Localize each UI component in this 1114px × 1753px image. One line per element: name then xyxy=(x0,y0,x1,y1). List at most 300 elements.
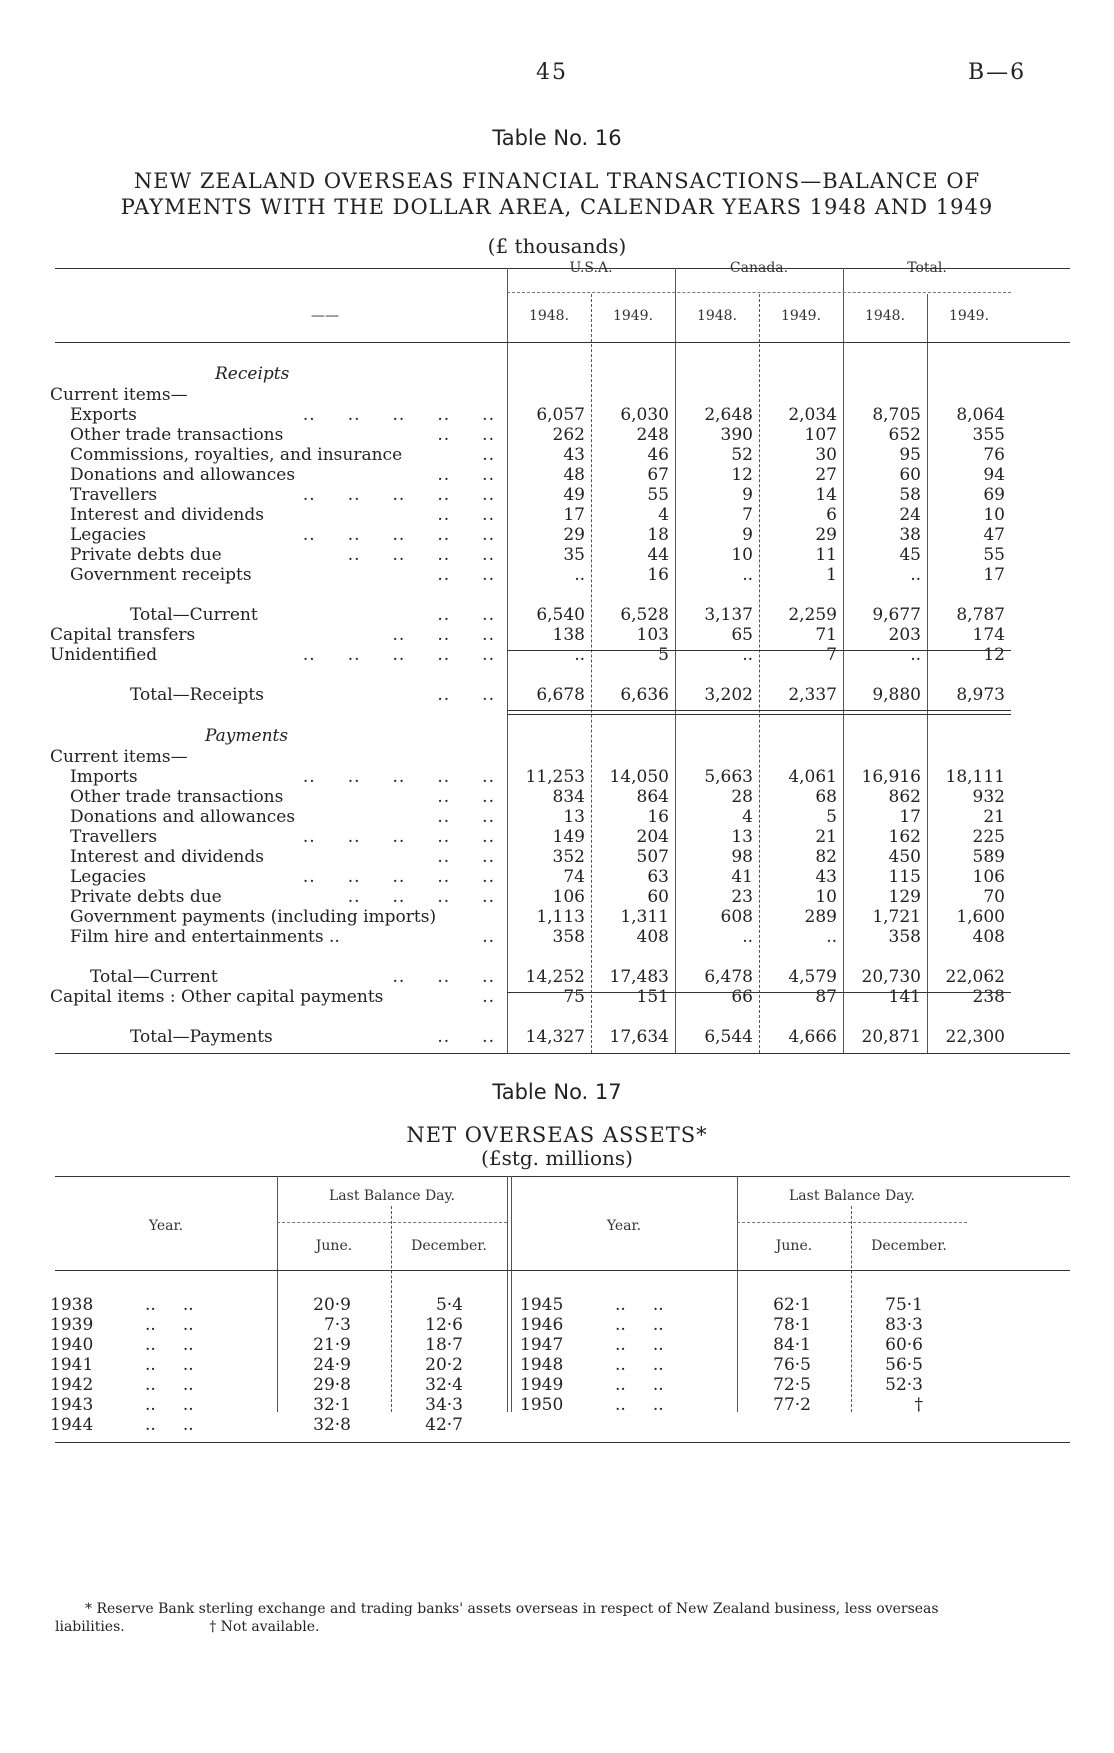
footnote-line2: liabilities. xyxy=(55,1619,125,1635)
year-cell: 1938 xyxy=(50,1295,94,1315)
row-leader-dots: .. .. .. .. .. xyxy=(302,767,495,787)
cell-value: 408 xyxy=(972,927,1005,947)
cell-value: 41 xyxy=(731,867,753,887)
table17-row xyxy=(55,1374,1070,1396)
cell-value: 43 xyxy=(563,445,585,465)
cell-value: .. xyxy=(910,565,921,585)
row-label: Travellers xyxy=(70,485,158,505)
cell-value: 14 xyxy=(815,485,837,505)
year-cell: 1945 xyxy=(520,1295,564,1315)
cell-value: 10 xyxy=(983,505,1005,525)
cell-value: 43 xyxy=(815,867,837,887)
table16-row xyxy=(50,644,1070,666)
table16-row xyxy=(55,424,1070,446)
row-leader-dots: .. .. .. .. xyxy=(347,887,495,907)
table17-row xyxy=(55,1314,1070,1336)
cell-value: 8,705 xyxy=(872,405,921,425)
cell-value: 3,202 xyxy=(704,685,753,705)
cell-value: 2,648 xyxy=(704,405,753,425)
table17-bottom-rule xyxy=(55,1442,1070,1443)
december-value: 34·3 xyxy=(425,1395,463,1415)
cell-value: 262 xyxy=(552,425,585,445)
table16-stub-header: —— xyxy=(311,308,339,324)
cell-value: 138 xyxy=(552,625,585,645)
row-leader-dots: .. .. xyxy=(437,685,495,705)
cell-value: 82 xyxy=(815,847,837,867)
cell-value: 60 xyxy=(899,465,921,485)
row-leader-dots: .. .. xyxy=(145,1355,194,1375)
december-value: 56·5 xyxy=(885,1355,923,1375)
june-value: 78·1 xyxy=(773,1315,811,1335)
row-leader-dots: .. .. xyxy=(145,1315,194,1335)
row-leader-dots: .. .. xyxy=(437,605,495,625)
cell-value: 76 xyxy=(983,445,1005,465)
cell-value: 20,871 xyxy=(861,1027,921,1047)
cell-value: 1 xyxy=(826,565,837,585)
row-leader-dots: .. .. .. .. .. xyxy=(302,867,495,887)
cell-value: .. xyxy=(826,927,837,947)
june-value: 29·8 xyxy=(313,1375,351,1395)
total-rule xyxy=(507,710,1011,711)
cell-value: .. xyxy=(574,565,585,585)
table16-row xyxy=(55,886,1070,908)
year-header-right: Year. xyxy=(606,1218,642,1234)
year-cell: 1950 xyxy=(520,1395,564,1415)
row-label: Private debts due xyxy=(70,545,222,565)
row-label: Unidentified xyxy=(50,645,158,665)
cell-value: 11,253 xyxy=(525,767,585,787)
cell-value: 21 xyxy=(983,807,1005,827)
row-leader-dots: .. .. .. xyxy=(392,625,495,645)
december-value: 32·4 xyxy=(425,1375,463,1395)
cell-value: 932 xyxy=(972,787,1005,807)
cell-value: 49 xyxy=(563,485,585,505)
cell-value: 4 xyxy=(742,807,753,827)
cell-value: 74 xyxy=(563,867,585,887)
cell-value: 17,483 xyxy=(609,967,669,987)
table16-row xyxy=(55,826,1070,848)
year-cell: 1947 xyxy=(520,1335,564,1355)
cell-value: 12 xyxy=(731,465,753,485)
row-leader-dots: .. .. .. .. .. xyxy=(302,405,495,425)
year-header: 1948. xyxy=(864,308,906,324)
group-header-usa: U.S.A. xyxy=(569,260,613,276)
cell-value: 141 xyxy=(888,987,921,1007)
table16-bottom-rule xyxy=(55,1053,1070,1054)
row-leader-dots: .. .. xyxy=(437,465,495,485)
cell-value: 44 xyxy=(647,545,669,565)
row-leader-dots: .. .. xyxy=(145,1295,194,1315)
row-label: Other trade transactions xyxy=(70,425,284,445)
row-leader-dots: .. .. xyxy=(437,425,495,445)
cell-value: 174 xyxy=(972,625,1005,645)
cell-value: 18 xyxy=(647,525,669,545)
year-cell: 1939 xyxy=(50,1315,94,1335)
cell-value: 103 xyxy=(636,625,669,645)
cell-value: 29 xyxy=(563,525,585,545)
cell-value: 17 xyxy=(983,565,1005,585)
cell-value: 834 xyxy=(552,787,585,807)
table16-row xyxy=(50,624,1070,646)
row-leader-dots: .. .. .. .. .. xyxy=(302,525,495,545)
june-value: 24·9 xyxy=(313,1355,351,1375)
cell-value: 11 xyxy=(815,545,837,565)
page-number: 45 xyxy=(536,60,568,85)
cell-value: 6,540 xyxy=(536,605,585,625)
year-header: 1949. xyxy=(612,308,654,324)
row-leader-dots: .. .. xyxy=(615,1375,664,1395)
cell-value: 7 xyxy=(742,505,753,525)
cell-value: 16 xyxy=(647,807,669,827)
june-value: 7·3 xyxy=(323,1315,351,1335)
june-value: 77·2 xyxy=(773,1395,811,1415)
footnote-dagger: † Not available. xyxy=(209,1619,320,1635)
row-leader-dots: .. .. .. .. .. xyxy=(302,827,495,847)
year-cell: 1949 xyxy=(520,1375,564,1395)
cell-value: 1,311 xyxy=(620,907,669,927)
row-label: Capital transfers xyxy=(50,625,196,645)
december-value: 75·1 xyxy=(885,1295,923,1315)
year-cell: 1944 xyxy=(50,1415,94,1435)
year-header-left: Year. xyxy=(148,1218,184,1234)
cell-value: 66 xyxy=(731,987,753,1007)
june-value: 72·5 xyxy=(773,1375,811,1395)
table17-header-rule xyxy=(55,1270,1070,1271)
table16-header-rule xyxy=(55,342,1070,343)
december-value: 18·7 xyxy=(425,1335,463,1355)
cell-value: 94 xyxy=(983,465,1005,485)
cell-value: 149 xyxy=(552,827,585,847)
table16-title-line1: NEW ZEALAND OVERSEAS FINANCIAL TRANSACTIONS—BALANCE OF xyxy=(133,169,981,193)
cell-value: 13 xyxy=(563,807,585,827)
table16-row xyxy=(55,966,1070,988)
table16-row xyxy=(55,504,1070,526)
cell-value: 9 xyxy=(742,485,753,505)
cell-value: 10 xyxy=(815,887,837,907)
row-label: Donations and allowances xyxy=(70,807,296,827)
cell-value: 3,137 xyxy=(704,605,753,625)
june-value: 62·1 xyxy=(773,1295,811,1315)
cell-value: 38 xyxy=(899,525,921,545)
document-reference: B—6 xyxy=(968,60,1027,85)
cell-value: 67 xyxy=(647,465,669,485)
cell-value: 4 xyxy=(658,505,669,525)
last-balance-day-left: Last Balance Day. xyxy=(328,1188,456,1204)
cell-value: 46 xyxy=(647,445,669,465)
cell-value: 10 xyxy=(731,545,753,565)
cell-value: 4,061 xyxy=(788,767,837,787)
cell-value: 14,327 xyxy=(525,1027,585,1047)
cell-value: 17,634 xyxy=(609,1027,669,1047)
row-leader-dots: .. .. xyxy=(615,1315,664,1335)
cell-value: 65 xyxy=(731,625,753,645)
row-leader-dots: .. .. xyxy=(145,1395,194,1415)
cell-value: 2,337 xyxy=(788,685,837,705)
cell-value: 8,064 xyxy=(956,405,1005,425)
row-label: Total—Payments xyxy=(130,1027,273,1047)
year-cell: 1941 xyxy=(50,1355,94,1375)
table17-row xyxy=(50,1414,1070,1436)
cell-value: 4,666 xyxy=(788,1027,837,1047)
table17-units: (£stg. millions) xyxy=(481,1146,633,1170)
cell-value: 21 xyxy=(815,827,837,847)
cell-value: 862 xyxy=(888,787,921,807)
row-label: Government receipts xyxy=(70,565,252,585)
table17-top-rule xyxy=(55,1176,1070,1177)
cell-value: 115 xyxy=(888,867,921,887)
row-leader-dots: .. .. xyxy=(615,1335,664,1355)
table17-group-rule xyxy=(737,1222,967,1223)
row-leader-dots: .. .. xyxy=(437,807,495,827)
cell-value: 106 xyxy=(972,867,1005,887)
row-leader-dots: .. .. .. .. .. xyxy=(302,645,495,665)
table16-row xyxy=(55,866,1070,888)
cell-value: 2,034 xyxy=(788,405,837,425)
cell-value: 75 xyxy=(563,987,585,1007)
cell-value: 69 xyxy=(983,485,1005,505)
cell-value: 151 xyxy=(636,987,669,1007)
row-leader-dots: .. .. .. .. .. xyxy=(302,485,495,505)
table16-row xyxy=(50,986,1070,1008)
table16-row xyxy=(50,746,1070,768)
table16-row xyxy=(55,684,1070,706)
table16-units: (£ thousands) xyxy=(487,234,627,258)
year-header: 1949. xyxy=(948,308,990,324)
cell-value: 16 xyxy=(647,565,669,585)
row-leader-dots: .. .. xyxy=(437,847,495,867)
cell-value: 450 xyxy=(888,847,921,867)
footnote-line2-container xyxy=(55,1618,1065,1636)
cell-value: 8,973 xyxy=(956,685,1005,705)
cell-value: 20,730 xyxy=(861,967,921,987)
cell-value: 203 xyxy=(888,625,921,645)
table16-row xyxy=(55,464,1070,486)
table16-row xyxy=(55,544,1070,566)
row-label: Interest and dividends xyxy=(70,505,264,525)
table16-group-rule xyxy=(507,292,1011,293)
row-label: Imports xyxy=(70,767,138,787)
table17-row xyxy=(55,1394,1070,1416)
table16-row xyxy=(55,766,1070,788)
june-header-left: June. xyxy=(315,1238,353,1254)
cell-value: 35 xyxy=(563,545,585,565)
cell-value: 12 xyxy=(983,645,1005,665)
june-value: 20·9 xyxy=(313,1295,351,1315)
row-label: Donations and allowances xyxy=(70,465,296,485)
table17-footnote xyxy=(55,1600,1065,1636)
cell-value: 5,663 xyxy=(704,767,753,787)
cell-value: 55 xyxy=(983,545,1005,565)
row-leader-dots: .. .. .. .. xyxy=(347,545,495,565)
cell-value: 16,916 xyxy=(861,767,921,787)
cell-value: 352 xyxy=(552,847,585,867)
cell-value: .. xyxy=(574,645,585,665)
cell-value: 60 xyxy=(647,887,669,907)
table16-number: Table No. 16 xyxy=(492,126,622,150)
group-header-canada: Canada. xyxy=(729,260,789,276)
june-header-right: June. xyxy=(775,1238,813,1254)
cell-value: 129 xyxy=(888,887,921,907)
table17-row xyxy=(55,1354,1070,1376)
cell-value: 87 xyxy=(815,987,837,1007)
june-value: 32·1 xyxy=(313,1395,351,1415)
year-cell: 1943 xyxy=(50,1395,94,1415)
row-leader-dots: .. .. xyxy=(145,1415,194,1435)
row-leader-dots: .. .. xyxy=(437,787,495,807)
row-label: Current items— xyxy=(50,747,188,767)
cell-value: 6,030 xyxy=(620,405,669,425)
cell-value: 358 xyxy=(888,927,921,947)
row-label: Government payments (including imports) xyxy=(70,907,437,927)
cell-value: 1,113 xyxy=(536,907,585,927)
cell-value: 55 xyxy=(647,485,669,505)
footnote-line1: * Reserve Bank sterling exchange and trading banks' assets overseas in respect of New Zealand business, less overseas xyxy=(85,1601,939,1617)
cell-value: 63 xyxy=(647,867,669,887)
table17-number: Table No. 17 xyxy=(492,1080,622,1104)
cell-value: 23 xyxy=(731,887,753,907)
row-leader-dots: .. .. xyxy=(437,505,495,525)
cell-value: 47 xyxy=(983,525,1005,545)
cell-value: 6,057 xyxy=(536,405,585,425)
cell-value: 28 xyxy=(731,787,753,807)
cell-value: 408 xyxy=(636,927,669,947)
cell-value: 70 xyxy=(983,887,1005,907)
subtotal-rule xyxy=(507,650,1011,651)
year-header: 1948. xyxy=(528,308,570,324)
subtotal-rule xyxy=(507,992,1011,993)
cell-value: 9,677 xyxy=(872,605,921,625)
cell-value: 4,579 xyxy=(788,967,837,987)
group-header-total: Total. xyxy=(907,260,947,276)
cell-value: 71 xyxy=(815,625,837,645)
row-leader-dots: .. xyxy=(482,445,495,465)
cell-value: 5 xyxy=(826,807,837,827)
cell-value: 652 xyxy=(888,425,921,445)
row-label: Interest and dividends xyxy=(70,847,264,867)
cell-value: 14,050 xyxy=(609,767,669,787)
table16-row xyxy=(55,926,1070,948)
row-label: Legacies xyxy=(70,867,147,887)
cell-value: 9,880 xyxy=(872,685,921,705)
cell-value: 589 xyxy=(972,847,1005,867)
table16-row xyxy=(55,604,1070,626)
cell-value: 8,787 xyxy=(956,605,1005,625)
cell-value: .. xyxy=(742,565,753,585)
cell-value: 6,478 xyxy=(704,967,753,987)
row-leader-dots: .. xyxy=(482,927,495,947)
row-leader-dots: .. .. xyxy=(145,1375,194,1395)
cell-value: .. xyxy=(742,927,753,947)
table16-row xyxy=(55,1026,1070,1048)
december-value: 52·3 xyxy=(885,1375,923,1395)
cell-value: 6,678 xyxy=(536,685,585,705)
row-leader-dots: .. .. xyxy=(615,1395,664,1415)
payments-heading: Payments xyxy=(205,726,289,746)
cell-value: 95 xyxy=(899,445,921,465)
june-value: 32·8 xyxy=(313,1415,351,1435)
june-value: 21·9 xyxy=(313,1335,351,1355)
table17-row xyxy=(55,1294,1070,1316)
row-label: Exports xyxy=(70,405,137,425)
cell-value: 24 xyxy=(899,505,921,525)
cell-value: 6 xyxy=(826,505,837,525)
table17-title: NET OVERSEAS ASSETS* xyxy=(406,1123,708,1147)
row-leader-dots: .. .. xyxy=(615,1355,664,1375)
table17-group-rule xyxy=(277,1222,507,1223)
total-double-rule xyxy=(507,714,1011,715)
cell-value: 14,252 xyxy=(525,967,585,987)
row-label: Private debts due xyxy=(70,887,222,907)
last-balance-day-right: Last Balance Day. xyxy=(788,1188,916,1204)
table16-row xyxy=(55,786,1070,808)
row-label: Legacies xyxy=(70,525,147,545)
row-label: Film hire and entertainments .. xyxy=(70,927,340,947)
cell-value: 22,062 xyxy=(945,967,1005,987)
row-label: Travellers xyxy=(70,827,158,847)
year-cell: 1946 xyxy=(520,1315,564,1335)
row-leader-dots: .. .. xyxy=(615,1295,664,1315)
cell-value: 6,636 xyxy=(620,685,669,705)
december-value: 5·4 xyxy=(435,1295,463,1315)
row-label: Commissions, royalties, and insurance xyxy=(70,445,403,465)
december-value: 42·7 xyxy=(425,1415,463,1435)
cell-value: 204 xyxy=(636,827,669,847)
table16-row xyxy=(55,404,1070,426)
row-label: Total—Receipts xyxy=(130,685,264,705)
cell-value: 5 xyxy=(658,645,669,665)
cell-value: 17 xyxy=(899,807,921,827)
december-value: 60·6 xyxy=(885,1335,923,1355)
cell-value: 248 xyxy=(636,425,669,445)
row-label: Capital items : Other capital payments xyxy=(50,987,384,1007)
cell-value: 864 xyxy=(636,787,669,807)
table16-title-line2: PAYMENTS WITH THE DOLLAR AREA, CALENDAR YEARS 1948 AND 1949 xyxy=(120,195,994,219)
table16-row xyxy=(55,524,1070,546)
december-value: 12·6 xyxy=(425,1315,463,1335)
cell-value: 238 xyxy=(972,987,1005,1007)
december-value: 20·2 xyxy=(425,1355,463,1375)
cell-value: 98 xyxy=(731,847,753,867)
row-leader-dots: .. .. xyxy=(437,565,495,585)
cell-value: 2,259 xyxy=(788,605,837,625)
table16-row xyxy=(55,806,1070,828)
row-label: Current items— xyxy=(50,385,188,405)
table16-row xyxy=(55,564,1070,586)
june-value: 76·5 xyxy=(773,1355,811,1375)
cell-value: 162 xyxy=(888,827,921,847)
cell-value: 68 xyxy=(815,787,837,807)
cell-value: 1,600 xyxy=(956,907,1005,927)
table16-row xyxy=(55,906,1070,928)
row-label: Other trade transactions xyxy=(70,787,284,807)
year-cell: 1948 xyxy=(520,1355,564,1375)
cell-value: 45 xyxy=(899,545,921,565)
cell-value: 17 xyxy=(563,505,585,525)
december-value: † xyxy=(914,1395,923,1415)
row-leader-dots: .. .. xyxy=(437,1027,495,1047)
cell-value: 608 xyxy=(720,907,753,927)
table16-row xyxy=(55,484,1070,506)
cell-value: 30 xyxy=(815,445,837,465)
cell-value: 1,721 xyxy=(872,907,921,927)
cell-value: 13 xyxy=(731,827,753,847)
row-label: Total—Current xyxy=(90,967,218,987)
row-leader-dots: .. .. .. xyxy=(392,967,495,987)
cell-value: 6,544 xyxy=(704,1027,753,1047)
cell-value: 390 xyxy=(720,425,753,445)
row-label: Total—Current xyxy=(130,605,258,625)
cell-value: 48 xyxy=(563,465,585,485)
